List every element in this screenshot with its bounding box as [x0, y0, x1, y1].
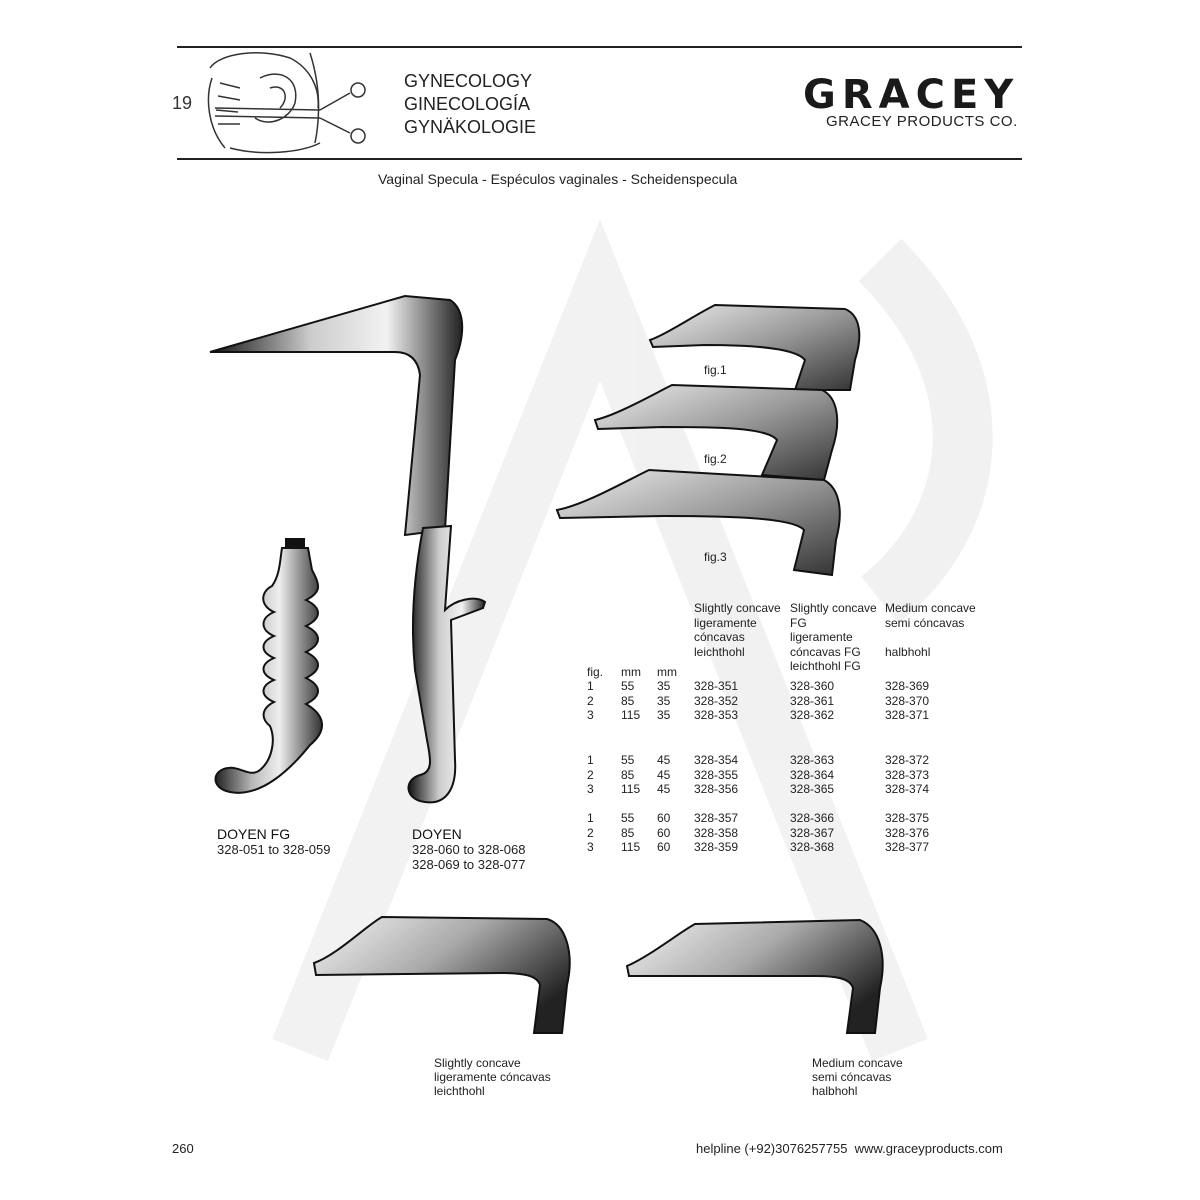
table-cell-fig: 3 [587, 782, 594, 797]
table-cell-length: 85 [621, 825, 635, 840]
table-cell-slightly: 328-359 [694, 840, 739, 855]
table-cell-fg: 328-366 [790, 811, 835, 825]
table-cell-length: 115 [621, 708, 641, 723]
table-cell-fig: 1 [587, 811, 594, 825]
table-cell-slightly: 328-351 [694, 679, 739, 693]
header-bottom-rule [177, 158, 1022, 160]
chapter-number: 19 [172, 93, 193, 113]
table-cell-fg: 328-362 [790, 708, 835, 723]
table-cell-width: 45 [657, 767, 671, 782]
col-header-slightly-concave: Slightly concave ligeramente cóncavas leichthohl [694, 601, 781, 659]
col-header-mm-length: mm [621, 665, 641, 679]
table-cell-slightly: 328-356 [694, 782, 739, 797]
section-title-en: GYNECOLOGY [404, 71, 533, 91]
table-cell-length: 55 [621, 753, 635, 767]
col-header-fig: fig. [587, 665, 604, 679]
table-cell-fig: 1 [587, 679, 594, 693]
doyen-code-2: 328-069 to 328-077 [412, 857, 526, 872]
table-cell-fig: 3 [587, 708, 594, 723]
table-cell-fg: 328-364 [790, 767, 835, 782]
table-cell-fig: 2 [587, 825, 594, 840]
table-cell-fg: 328-363 [790, 753, 835, 767]
table-cell-fg: 328-360 [790, 679, 835, 693]
table-cell-width: 60 [657, 840, 671, 855]
table-cell-fg: 328-365 [790, 782, 835, 797]
fig3-label: fig.3 [704, 550, 727, 564]
doyen-code-1: 328-060 to 328-068 [412, 842, 526, 857]
table-cell-medium: 328-375 [885, 811, 930, 825]
table-cell-width: 60 [657, 825, 671, 840]
table-cell-medium: 328-377 [885, 840, 930, 855]
table-cell-medium: 328-371 [885, 708, 930, 723]
table-cell-width: 45 [657, 782, 671, 797]
table-cell-length: 115 [621, 840, 641, 855]
fig1-label: fig.1 [704, 363, 727, 377]
table-cell-fig: 1 [587, 753, 594, 767]
table-cell-slightly: 328-352 [694, 693, 739, 708]
table-cell-width: 60 [657, 811, 671, 825]
table-cell-width: 35 [657, 708, 671, 723]
table-cell-slightly: 328-354 [694, 753, 739, 767]
doyen-product [412, 826, 525, 872]
medium-concave-illustration [625, 918, 895, 1038]
section-title-es: GINECOLOGÍA [404, 94, 531, 114]
table-cell-medium: 328-370 [885, 693, 930, 708]
table-cell-length: 55 [621, 811, 635, 825]
table-cell-fg: 328-367 [790, 825, 835, 840]
table-cell-slightly: 328-353 [694, 708, 739, 723]
doyen-fg-product [217, 826, 330, 857]
table-cell-medium: 328-376 [885, 825, 930, 840]
table-cell-fig: 2 [587, 693, 594, 708]
table-cell-fig: 2 [587, 767, 594, 782]
table-cell-medium: 328-372 [885, 753, 930, 767]
table-cell-length: 85 [621, 693, 635, 708]
table-cell-fg: 328-361 [790, 693, 835, 708]
page-subtitle: Vaginal Specula - Espéculos vaginales - Scheidenspecula [378, 171, 738, 187]
table-cell-fig: 3 [587, 840, 594, 855]
col-header-slightly-concave-fg: Slightly concave FG ligeramente cóncavas FG leichthohl FG [790, 601, 877, 674]
table-cell-width: 45 [657, 753, 671, 767]
doyen-retractor-illustration [205, 290, 505, 810]
page-number: 260 [172, 1141, 194, 1156]
company-name: GRACEY PRODUCTS CO. [826, 113, 1018, 130]
helpline-website: helpline (+92)3076257755 www.graceyproducts.com [696, 1141, 1003, 1156]
fig2-label: fig.2 [704, 452, 727, 466]
doyen-name: DOYEN [412, 826, 462, 842]
chapter-illustration [200, 48, 370, 158]
doyen-fg-code: 328-051 to 328-059 [217, 842, 331, 857]
table-cell-length: 55 [621, 679, 635, 693]
table-cell-fg: 328-368 [790, 840, 835, 855]
table-cell-slightly: 328-357 [694, 811, 739, 825]
table-cell-slightly: 328-355 [694, 767, 739, 782]
gracey-logo: GRACEY [803, 72, 1020, 118]
caption-medium-concave: Medium concave semi cóncavas halbhohl [812, 1056, 903, 1098]
fig1-speculum-illustration [645, 305, 865, 395]
caption-slightly-concave: Slightly concave ligeramente cóncavas leichthohl [434, 1056, 551, 1098]
table-cell-medium: 328-374 [885, 782, 930, 797]
section-titles [404, 70, 536, 139]
section-title-de: GYNÄKOLOGIE [404, 117, 537, 137]
table-cell-medium: 328-369 [885, 679, 930, 693]
col-header-medium-concave: Medium concave semi cóncavas halbhohl [885, 601, 976, 659]
col-header-mm-width: mm [657, 665, 677, 679]
table-cell-medium: 328-373 [885, 767, 930, 782]
table-cell-length: 85 [621, 767, 635, 782]
table-cell-slightly: 328-358 [694, 825, 739, 840]
table-cell-width: 35 [657, 679, 671, 693]
table-cell-width: 35 [657, 693, 671, 708]
table-cell-length: 115 [621, 782, 641, 797]
doyen-fg-name: DOYEN FG [217, 826, 291, 842]
slightly-concave-illustration [312, 915, 582, 1035]
